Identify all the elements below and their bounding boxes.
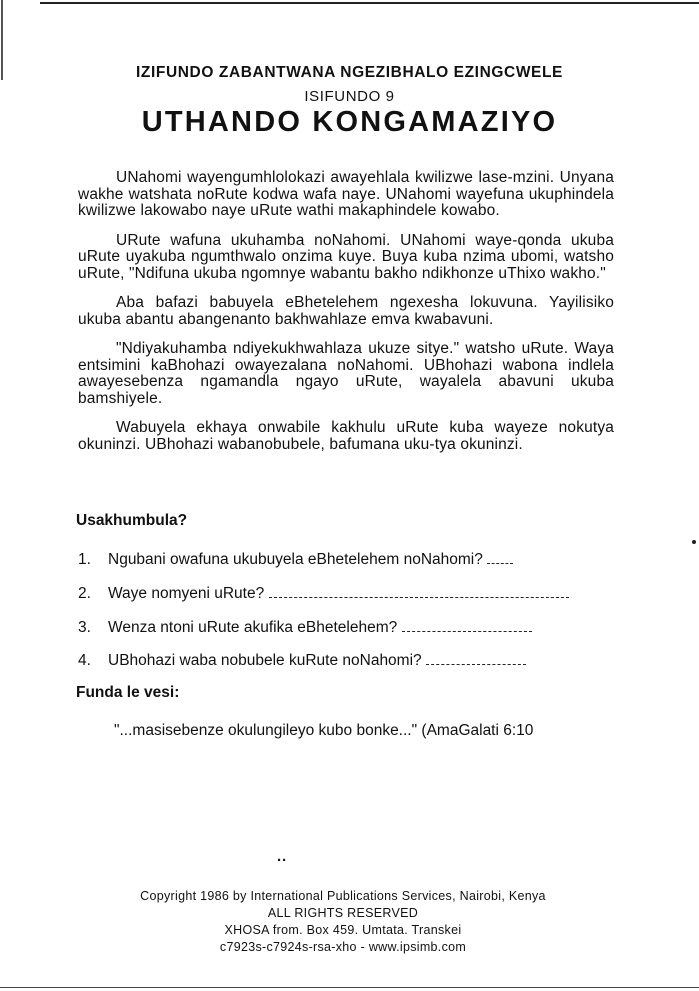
lesson-number: ISIFUNDO 9 — [304, 88, 395, 105]
question-number: 4. — [78, 652, 91, 669]
answer-line[interactable] — [269, 595, 569, 598]
rights-line: ALL RIGHTS RESERVED — [267, 906, 419, 920]
story-paragraph: URute wafuna ukuhamba noNahomi. UNahomi waye-qonda ukuba uRute uyakuba ngumthwalo onzima kuye. Buya kuba nzima ubomi, watsho uRute, "Ndifuna ukuba ngomnye wabantu bakho ndikhonze uThixo wakho." — [78, 231, 614, 282]
answer-line[interactable] — [487, 561, 513, 564]
question-number: 3. — [78, 619, 91, 636]
scan-speck — [692, 540, 696, 544]
scan-dots: ·· — [277, 852, 287, 869]
verse-heading: Funda le vesi: — [76, 684, 180, 701]
question-item — [78, 551, 614, 569]
story-paragraph: "Ndiyakuhamba ndiyekukhwahlaza ukuze sitye." watsho uRute. Waya entsimini kaBhohazi owayezalana noNahomi. UBhohazi wabona indlela awayesebenza ngamandla ngayo uRute, wayalela abavuni ukuba bamshiyele. — [78, 340, 614, 407]
story-paragraph: Wabuyela ekhaya onwabile kakhulu uRute kuba wayeze nokutya okuninzi. UBhohazi wabanobubele, bafumana uku-tya okuninzi. — [78, 419, 614, 453]
question-text: UBhohazi waba nobubele kuRute noNahomi? — [108, 652, 422, 669]
scan-edge-top — [40, 2, 699, 4]
answer-line[interactable] — [426, 662, 526, 665]
story-paragraph: UNahomi wayengumhlolokazi awayehlala kwilizwe lase-mzini. Unyana wakhe watshata noRute kodwa wafa naye. UNahomi wayefuna ukuphindela kwilizwe lakowabo naye uRute wathi makaphindele kowabo. — [78, 169, 614, 219]
question-number: 1. — [78, 551, 91, 568]
answer-line[interactable] — [402, 629, 532, 632]
series-title: IZIFUNDO ZABANTWANA NGEZIBHALO EZINGCWELE — [136, 64, 563, 81]
scan-edge-bottom — [0, 987, 699, 988]
question-text: Ngubani owafuna ukubuyela eBhetelehem noNahomi? — [108, 551, 483, 568]
question-item — [78, 619, 614, 637]
question-item — [78, 585, 614, 603]
question-text: Waye nomyeni uRute? — [108, 585, 265, 602]
question-text: Wenza ntoni uRute akufika eBhetelehem? — [108, 619, 398, 636]
lesson-title: UTHANDO KONGAMAZIYO — [141, 106, 558, 138]
story-body — [78, 170, 614, 466]
story-paragraph: Aba bafazi babuyela eBhetelehem ngexesha lokuvuna. Yayilisiko ukuba abantu abangenanto bakhwahlaze emva kwabavuni. — [78, 294, 614, 328]
question-item — [78, 652, 614, 670]
footer — [0, 888, 686, 956]
memory-verse: "...masisebenze okulungileyo kubo bonke..." (AmaGalati 6:10 — [114, 722, 534, 739]
address-line: XHOSA from. Box 459. Umtata. Transkei — [224, 923, 462, 937]
code-line: c7923s-c7924s-rsa-xho - www.ipsimb.com — [219, 940, 467, 954]
question-number: 2. — [78, 585, 91, 602]
questions-heading: Usakhumbula? — [76, 512, 188, 529]
copyright-line: Copyright 1986 by International Publications Services, Nairobi, Kenya — [140, 889, 546, 903]
